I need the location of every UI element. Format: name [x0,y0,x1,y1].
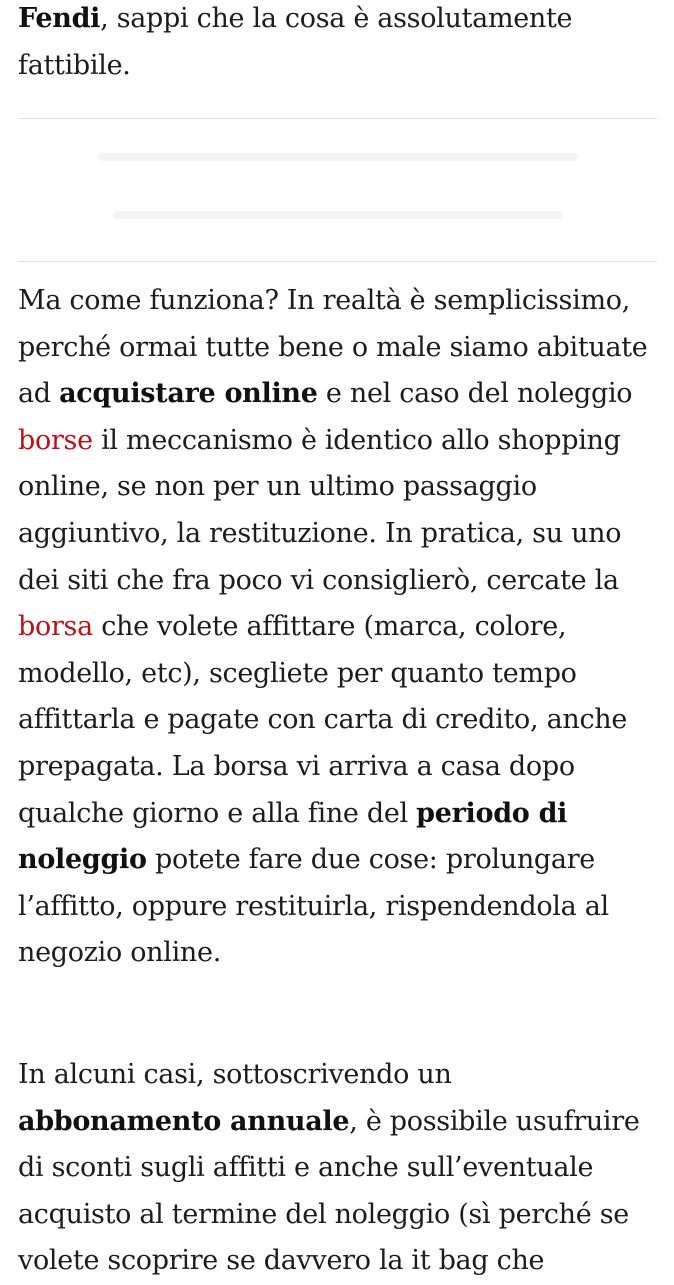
main-text-4: che volete affittare (marca, colore, modello, etc), scegliete per quanto tempo affittarla e pagate con carta di credito, anche prepagata. La borsa vi arriva a casa dopo qualche giorno e alla fine del [18,611,628,829]
ad-placeholder[interactable] [18,119,657,261]
bold-acquistare-online: acquistare online [59,378,318,410]
intro-paragraph [18,0,658,89]
ad-ghost-line [113,211,563,219]
how-it-works-paragraph [18,278,658,977]
subscription-paragraph [18,1052,658,1285]
intro-text: , sappi che la cosa è assolutamente fattibile. [18,3,573,81]
ad-ghost-line [98,153,578,161]
main-text-1: Ma come funziona? In realtà è semplicissimo, perché ormai tutte bene o male siamo abituate ad [18,285,648,410]
main-text-3: il meccanismo è identico allo shopping online, se non per un ultimo passaggio aggiuntivo, la restituzione. In pratica, su uno dei siti che fra poco vi consiglierò, cercate la [18,424,622,596]
second-text-1: In alcuni casi, sottoscrivendo un [18,1059,452,1090]
bold-periodo-di-noleggio: periodo di noleggio [18,797,568,876]
ad-divider-bottom [18,261,657,262]
link-borse[interactable]: borse [18,424,93,456]
second-text-2: , è possibile usufruire di sconti sugli affitti e anche sull’eventuale acquisto al termine del noleggio (sì perché se volete scoprire se davvero la it bag che [18,1105,640,1277]
link-borsa[interactable]: borsa [18,611,93,643]
bold-abbonamento-annuale: abbonamento annuale [18,1105,350,1137]
brand-fendi: Fendi [18,3,101,34]
main-text-2: e nel caso del noleggio [317,378,633,410]
main-text-5: potete fare due cose: prolungare l’affitto, oppure restituirla, rispendendola al negozio online. [18,844,609,969]
